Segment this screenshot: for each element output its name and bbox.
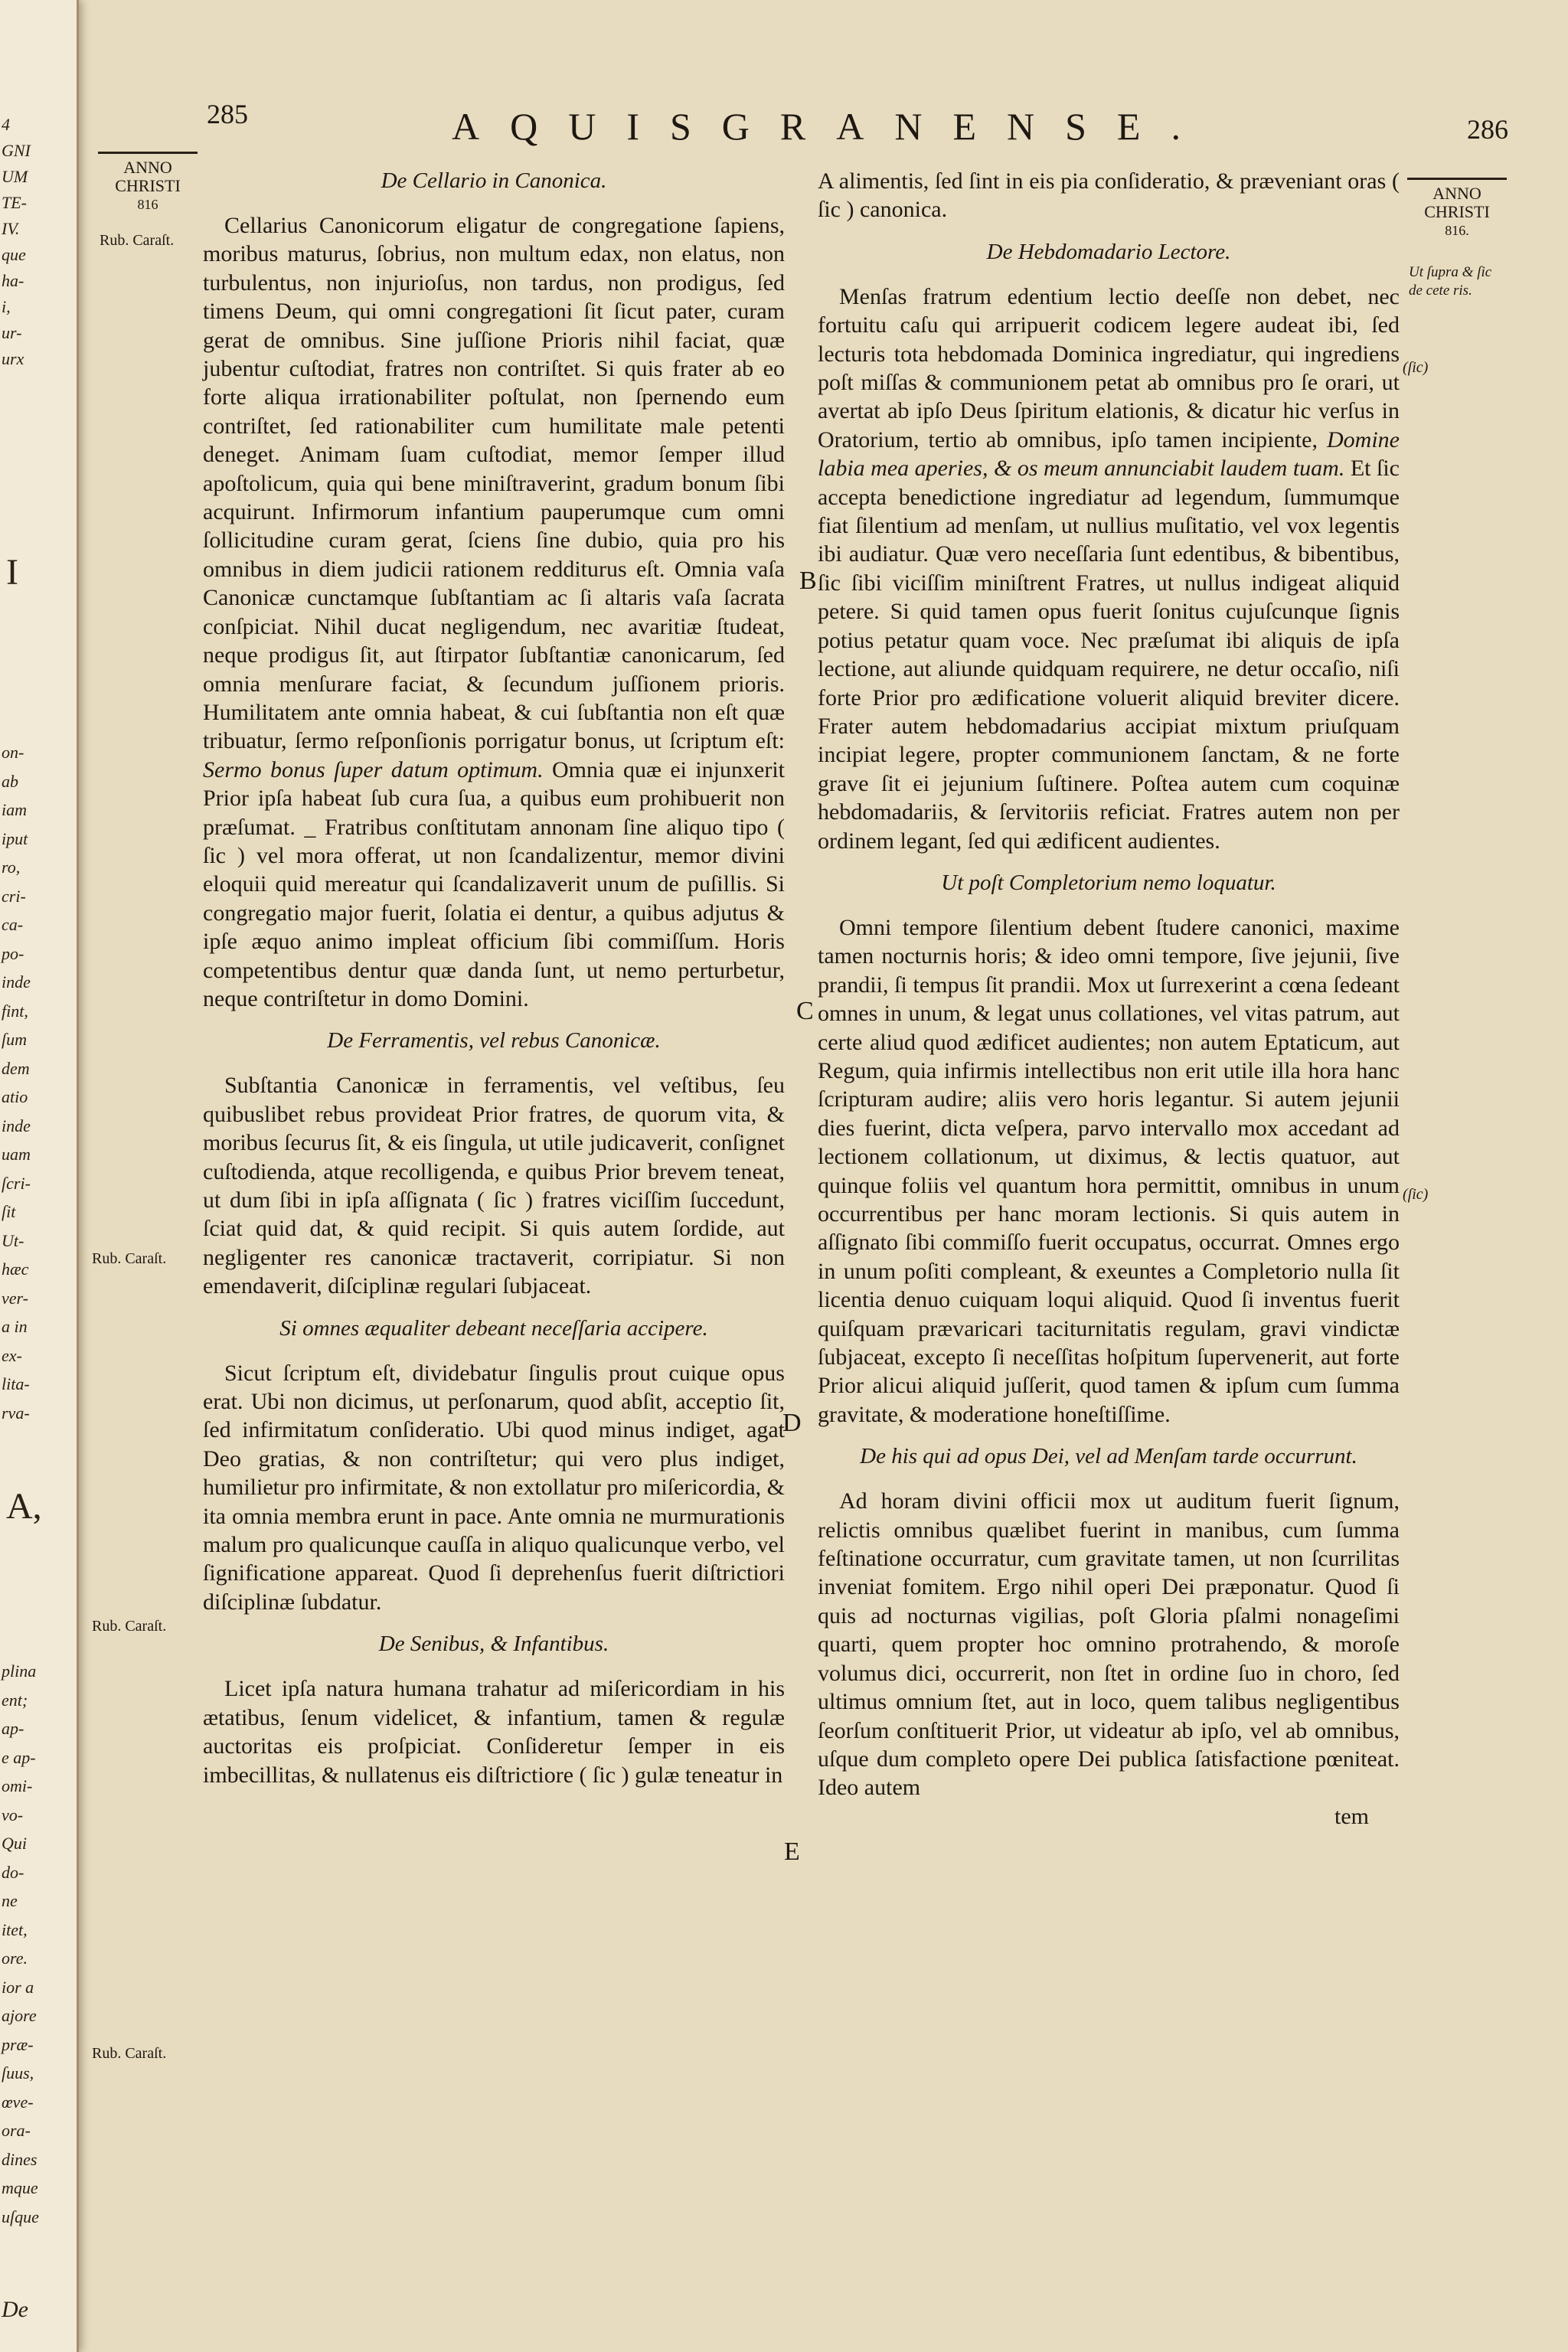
facing-page-fragment: IV. bbox=[2, 219, 20, 238]
body-paragraph: Ad horam divini officii mox ut auditum fuerit ſignum, relictis omnibus quælibet fuerint in manibus, cum ſumma feſtinatione occurratur, cum gravitate tamen, ut non ſcurrilitas inveniat fomitem. Ergo nihil operi Dei præponatur. Quod ſi quis ad nocturnas vigilias, poſt Gloria pſalmi nonageſimi quarti, quem propter hoc omnino protrahendo, & moroſe volumus dici, occurrerit, non ſtet in ordine ſuo in choro, ſed ultimus omnium ſtet, aut in loco, quem talibus negligentibus ſeorſum conſtituerit Prior, ut videatur ab ipſo, vel ab omnibus, uſque dum completo opere Dei publica ſatisfactione pœniteat. Ideo autem bbox=[818, 1488, 1400, 1801]
anno-christi-right bbox=[1407, 178, 1507, 240]
body-paragraph: Menſas fratrum edentium lectio deeſſe non debet, nec fortuitu caſu qui arripuerit codicem legere audeat ibi, ſed lecturis tota hebdomada Dominica ingrediatur, qui ingrediens poſt miſſas & communionem petat ab omnibus pro ſe orari, ut avertat ab ipſo Deus ſpiritum elationis, & dicatur hic verſus in Oratorium, tertio ab omnibus, ipſo tamen incipiente, Domine labia mea aperies, & os meum annunciabit laudem tuam. Et ſic accepta benedictione ingrediatur ad legendum, ſummumque fiat ſilentium ad menſam, ut nullius muſitatio, vel vox legentis ibi audiatur. Quæ vero neceſſaria ſunt edentibus, & bibentibus, ſic ſibi viciſſim miniſtrent Fratres, ut nullus indigeat aliquid petere. Si quid tamen opus fuerit ſonitus cujuſcunque ſignis potius petatur quam voce. Nec præſumat ibi aliquis de ipſa lectione, aut aliunde quidquam requirere, ne detur occaſio, niſi forte Prior pro ædificatione voluerit aliquid breviter dicere. Frater autem hebdomadarius accipiat mixtum priuſquam incipiat legere, propter communionem ſanctam, & ne forte grave ſit ei jejunium ſuſtinere. Poſtea autem cum coquinæ hebdomadariis, & ſervitoriis reficiat. Fratres autem non per ordinem legant, ſed qui ædificent audientes. bbox=[818, 283, 1400, 854]
facing-page-fragment: inde bbox=[2, 1116, 31, 1135]
facing-page-fragment: ap- bbox=[2, 1719, 24, 1738]
facing-page-fragment: cri- bbox=[2, 886, 26, 906]
facing-page-fragment: ſit bbox=[2, 1202, 16, 1221]
facing-page-initial: I bbox=[6, 552, 18, 593]
facing-page-fragment: 4 bbox=[2, 115, 10, 134]
section-heading: De his qui ad opus Dei, vel ad Menſam tarde occurrunt. bbox=[860, 1444, 1357, 1469]
facing-page-fragment: GNI bbox=[2, 141, 31, 160]
facing-page-fragment: UM bbox=[2, 167, 28, 186]
facing-page-fragment: ſum bbox=[2, 1030, 27, 1049]
facing-page-fragment: inde bbox=[2, 972, 31, 991]
facing-page-fragment: De bbox=[2, 2297, 28, 2322]
facing-page-fragment: uſque bbox=[2, 2207, 39, 2226]
facing-page-fragment: Qui bbox=[2, 1834, 27, 1853]
body-paragraph: Sicut ſcriptum eſt, dividebatur ſingulis prout cuique opus erat. Ubi non dicimus, ut perſonarum, quod abſit, acceptio ſit, ſed infirmitatum conſideratio. Ubi quod minus indiget, agat Deo gratias, & non contriſtetur; qui vero plus indiget, humilietur pro infirmitate, & non extollatur pro miſericordia, & ita omnia membra erunt in pace. Ante omnia ne murmurationis malum pro qualicunque cauſſa in aliquo qualicunque verbo, vel ſignificatione appareat. Quod ſi deprehenſus fuerit diſtrictiori diſciplinæ ſubdatur. bbox=[203, 1360, 785, 1615]
facing-page-fragment: TE- bbox=[2, 193, 27, 212]
facing-page-fragment: ver- bbox=[2, 1288, 28, 1308]
anno-line: 816 bbox=[137, 197, 158, 212]
facing-page-fragment: ha- bbox=[2, 271, 24, 290]
facing-page-fragment: ore. bbox=[2, 1949, 28, 1968]
margin-rubric: Rub. Caraſt. bbox=[100, 232, 175, 249]
facing-page-fragment: rva- bbox=[2, 1403, 30, 1423]
facing-page-fragment: ro, bbox=[2, 858, 21, 877]
facing-page-fragment: œve- bbox=[2, 2092, 34, 2112]
facing-page-fragment: ora- bbox=[2, 2121, 31, 2140]
facing-page-fragment: po- bbox=[2, 943, 24, 963]
facing-page-fragment: ne bbox=[2, 1891, 18, 1910]
facing-page-fragment: e ap- bbox=[2, 1747, 36, 1767]
facing-page-fragment: ca- bbox=[2, 915, 24, 934]
facing-page-fragment: ex- bbox=[2, 1345, 22, 1365]
anno-line: ANNO bbox=[1432, 184, 1481, 203]
facing-page-fragment: ſcri- bbox=[2, 1173, 31, 1193]
section-heading: De Ferramentis, vel rebus Canonicæ. bbox=[327, 1028, 661, 1054]
facing-page-fragment: hæc bbox=[2, 1259, 29, 1279]
facing-page-fragment: Ut- bbox=[2, 1230, 24, 1250]
facing-page-fragment: itet, bbox=[2, 1919, 28, 1939]
running-title: AQUISGRANENSE. bbox=[452, 105, 1211, 148]
anno-christi-left bbox=[98, 152, 198, 214]
facing-page-fragment: ab bbox=[2, 771, 18, 791]
facing-page-fragment: atio bbox=[2, 1087, 28, 1106]
section-letter: D bbox=[782, 1409, 802, 1437]
margin-note: Ut ſupra & ſic de cete ris. bbox=[1409, 264, 1492, 299]
facing-page-initial: A, bbox=[6, 1486, 42, 1527]
anno-line: 816. bbox=[1445, 223, 1469, 238]
page-number-left: 285 bbox=[207, 99, 248, 129]
facing-page-fragment: fint, bbox=[2, 1001, 28, 1021]
facing-page-fragment: dem bbox=[2, 1058, 30, 1078]
facing-page-fragment: urx bbox=[2, 349, 24, 368]
margin-rubric: Rub. Caraſt. bbox=[92, 1618, 167, 1635]
section-heading: De Senibus, & Infantibus. bbox=[378, 1632, 609, 1657]
facing-page-fragment: ajore bbox=[2, 2006, 37, 2025]
body-paragraph: Omni tempore ſilentium debent ſtudere canonici, maxime tamen nocturnis horis; & ideo omni tempore, ſive jejunii, ſive prandii, ſi tempus ſit prandii. Mox ut ſurrexerint a cœna ſedeant omnes in unum, & legat unus collationes, vel vitas patrum, aut certe aliud quod ædificet audientes; non autem Eptaticum, aut Regum, quia infirmis intellectibus non erit utile illa hora hanc ſcripturam audire; aliis vero horis legantur. Si autem jejunii dies fuerint, dicta veſpera, parvo intervallo mox accedant ad lectionem collationum, ut diximus, & lectis quatuor, aut quinque foliis vel quantum hora permittit, omnibus in unum occurrentibus per hanc moram lectionis. Si quis autem in aſſignato ſibi commiſſo fuerit occupatus, occurrat. Omnes ergo in unum poſiti compleant, & exeuntes a Completorio nulla ſit licentia denuo cuiquam loqui aliquid. Quod ſi inventus fuerit quiſquam prævaricari taciturnitatis regulam, gravi vindictæ ſubjaceat, excepto ſi neceſſitas hoſpitum ſupervenerit, aut forte Prior alicui aliquid juſſerit, quod tamen & ipſum cum ſumma gravitate, & moderatione honeſtiſſime. bbox=[818, 914, 1400, 1427]
italic-quotation: Sermo bonus ſuper datum optimum. bbox=[203, 756, 544, 782]
facing-page-fragment: ent; bbox=[2, 1690, 28, 1710]
facing-page-fragment: omi- bbox=[2, 1776, 33, 1795]
body-paragraph: A alimentis, ſed ſint in eis pia conſideratio, & præveniant oras ( ſic ) canonica. bbox=[818, 168, 1400, 223]
body-paragraph: Licet ipſa natura humana trahatur ad miſericordiam in his ætatibus, ſenum videlicet, & infantium, tamen & regulæ auctoritas eis proſpiciat. Conſideretur ſemper in eis imbecillitas, & nullatenus eis diſtrictiore ( ſic ) gulæ teneatur in bbox=[203, 1676, 785, 1788]
facing-page-fragment: plina bbox=[2, 1661, 37, 1681]
section-letter: E bbox=[784, 1838, 800, 1866]
section-letter: C bbox=[796, 997, 814, 1025]
facing-page-fragment: ior a bbox=[2, 1977, 34, 1997]
section-heading: De Hebdomadario Lectore. bbox=[986, 239, 1231, 264]
page-number-right: 286 bbox=[1467, 114, 1508, 145]
anno-rule bbox=[98, 152, 198, 154]
paragraph-text: Et ſic accepta benedictione ingrediatur ad legendum, ſummumque fiat ſilentium ad menſam, ut nullius muſitatio, vel vox legentis ibi audiatur. Quæ vero neceſſaria ſunt edentibus, & bibentibus, ſic ſibi viciſſim miniſtrent Fratres, ut nullus indigeat aliquid petere. Si quid tamen opus fuerit ſonitus cujuſcunque ſignis potius petatur quam voce. Nec præſumat ibi aliquis de ipſa lectione, aut aliunde quidquam requirere, ne detur occaſio, niſi forte Prior pro ædificatione voluerit aliquid breviter dicere. Frater autem hebdomadarius accipiat mixtum priuſquam incipiat legere, propter communionem ſanctam, & ne forte grave ſit ei jejunium ſuſtinere. Poſtea autem cum coquinæ hebdomadariis, & ſervitoriis reficiat. Fratres autem non per ordinem legant, ſed qui ædificent audientes. bbox=[818, 456, 1400, 854]
facing-page-fragment: vo- bbox=[2, 1805, 24, 1824]
body-paragraph: Cellarius Canonicorum eligatur de congregatione ſapiens, moribus maturus, ſobrius, non multum edax, non elatus, non turbulentus, non injurioſus, non tardus, non prodigus, ſed timens Deum, qui omni congregationi ſit ſicut pater, curam gerat de omnibus. Sine juſſione Prioris nihil faciat, quæ jubentur cuſtodiat, fratres non contriſtet. Si quis frater ab eo forte aliqua irrationabiliter poſtulat, non ſpernendo eum contriſtet, ſed rationabiliter cum humilitate male petenti deneget. Animam ſuam cuſtodiat, memor ſemper illud apoſtolicum, quia qui bene miniſtraverint, gradum bonum ſibi acquirunt. Infirmorum infantium pauperumque cum omni ſollicitudine curam gerat, ſciens ſine dubio, quia pro his omnibus in diem judicii rationem redditurus eſt. Omnia vaſa Canonicæ cunctamque ſubſtantiam ac ſi altaris vaſa ſacrata conſpiciat. Nihil ducat negligendum, nec avaritiæ ſtudeat, neque prodigus ſit, aut ſtirpator ſubſtantiæ canonicarum, ſed omnia menſurare faciat, & ſecundum juſſionem prioris. Humilitatem ante omnia habeat, & cui ſubſtantia non eſt quæ tribuatur, ſermo reſponſionis porrigatur bonus, ut ſcriptum eſt: Sermo bonus ſuper datum optimum. Omnia quæ ei injunxerit Prior ipſa habeat ſub cura ſua, a quibus eum prohibuerit non præſumat. _ Fratribus conſtitutam annonam ſine aliquo tipo ( ſic ) vel mora offerat, ut non ſcandalizentur, memor divini eloquii quid mereatur qui ſcandalizaverit unum de puſillis. Si congregatio major fuerit, ſolatia ei dentur, a quibus adjutus & ipſe æquo animo impleat officium ſibi commiſſum. Horis competentibus dentur quæ danda ſunt, ut nemo perturbetur, neque contriſtetur in domo Domini. bbox=[203, 213, 785, 1011]
facing-page-fragment: lita- bbox=[2, 1374, 30, 1393]
left-column bbox=[203, 167, 785, 1789]
italic-quotation: Domine labia mea aperies, & os meum annunciabit laudem tuam. bbox=[818, 426, 1400, 482]
facing-page-fragment: mque bbox=[2, 2178, 38, 2197]
facing-page-fragment: ur- bbox=[2, 323, 22, 342]
margin-sic: (ſic) bbox=[1403, 1186, 1429, 1203]
section-heading: Ut poſt Completorium nemo loquatur. bbox=[941, 870, 1276, 895]
facing-page-fragment: dines bbox=[2, 2149, 38, 2169]
facing-page-fragment: que bbox=[2, 245, 26, 264]
facing-page-fragment: on- bbox=[2, 743, 24, 762]
facing-page-edge bbox=[0, 0, 79, 2352]
margin-sic: (ſic) bbox=[1403, 359, 1429, 376]
facing-page-fragment: iput bbox=[2, 828, 28, 848]
margin-rubric: Rub. Caraſt. bbox=[92, 1250, 167, 1267]
anno-line: CHRISTI bbox=[115, 176, 181, 195]
facing-page-fragment: i, bbox=[2, 297, 11, 316]
anno-line: ANNO bbox=[123, 158, 172, 177]
facing-page-fragment: a in bbox=[2, 1317, 28, 1336]
facing-page-fragment: do- bbox=[2, 1862, 24, 1882]
anno-rule bbox=[1407, 178, 1507, 180]
facing-page-fragment: uam bbox=[2, 1145, 31, 1164]
catchword: tem bbox=[1334, 1803, 1369, 1829]
anno-line: CHRISTI bbox=[1424, 202, 1490, 221]
right-column bbox=[818, 167, 1400, 1831]
paragraph-text: Omnia quæ ei injunxerit Prior ipſa habeat ſub cura ſua, a quibus eum prohibuerit non præſumat. _ Fratribus conſtitutam annonam ſine aliquo tipo ( ſic ) vel mora offerat, ut non ſcandalizentur, memor divini eloquii quid mereatur qui ſcandalizaverit unum de puſillis. Si congregatio major fuerit, ſolatia ei dentur, a quibus adjutus & ipſe æquo animo impleat officium ſibi commiſſum. Horis competentibus dentur quæ danda ſunt, ut nemo perturbetur, neque contriſtetur in domo Domini. bbox=[203, 756, 785, 1011]
body-paragraph: Subſtantia Canonicæ in ferramentis, vel veſtibus, ſeu quibuslibet rebus provideat Prior fratres, de quorum vita, & moribus ſecurus ſit, & eis ſingula, ut utile judicaverit, conſignet cuſtodienda, atque recolligenda, e quibus Prior brevem teneat, ut dum ſibi in ipſa aſſignata ( ſic ) fratres viciſſim ſuccedunt, ſciat quid dat, & quid recipit. Si quis autem ſordide, aut negligenter res canonicæ tractaverit, corripiatur. Si non emendaverit, diſciplinæ regulari ſubjaceat. bbox=[203, 1073, 785, 1299]
running-header bbox=[207, 98, 1508, 148]
facing-page-fragment: iam bbox=[2, 800, 27, 819]
margin-rubric: Rub. Caraſt. bbox=[92, 2045, 167, 2062]
facing-page-fragment: præ- bbox=[2, 2034, 34, 2054]
section-heading: Si omnes æqualiter debeant neceſſaria accipere. bbox=[279, 1315, 708, 1341]
section-heading: De Cellario in Canonica. bbox=[381, 168, 607, 193]
section-letter: B bbox=[799, 567, 817, 595]
facing-page-fragment: ſuus, bbox=[2, 2063, 34, 2082]
